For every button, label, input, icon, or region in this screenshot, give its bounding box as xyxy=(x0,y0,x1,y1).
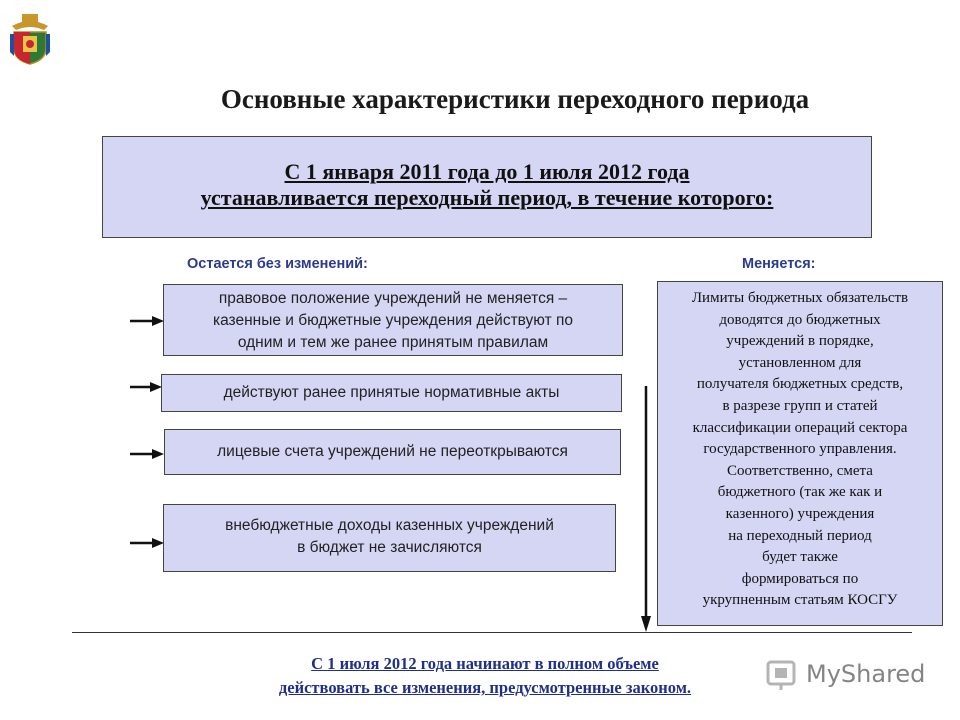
divider xyxy=(72,632,912,633)
changes-line: в разрезе групп и статей xyxy=(722,397,878,414)
changes-line: государственного управления. xyxy=(703,441,897,458)
period-header-line-1: С 1 января 2011 года до 1 июля 2012 года xyxy=(284,159,690,184)
unchanged-item-legal-status xyxy=(163,284,623,356)
item-line: действуют ранее принятые нормативные акты xyxy=(223,384,560,401)
item-line: правовое положение учреждений не меняется – xyxy=(218,290,568,307)
changes-heading: Меняется: xyxy=(742,256,816,272)
changes-box xyxy=(657,281,943,626)
changes-line: укрупненным статьям КОСГУ xyxy=(702,592,898,609)
unchanged-item-accounts xyxy=(164,429,621,475)
changes-line: формироваться по xyxy=(741,570,859,587)
watermark-text: MyShared xyxy=(806,660,926,688)
arrow-right-icon xyxy=(130,446,164,462)
changes-line: казенного) учреждения xyxy=(725,505,875,522)
item-line: в бюджет не зачисляются xyxy=(297,539,482,556)
unchanged-item-extrabudgetary-income xyxy=(163,504,616,572)
changes-line: бюджетного (так же как и xyxy=(717,484,883,501)
arrow-right-icon xyxy=(130,535,164,551)
changes-line: Лимиты бюджетных обязательств xyxy=(691,290,909,306)
changes-line: Соответственно, смета xyxy=(727,462,873,479)
footer-line-2: действовать все изменения, предусмотренные законом. xyxy=(278,678,692,697)
unchanged-item-normative-acts xyxy=(161,374,622,412)
footer-note xyxy=(150,652,820,700)
item-line: лицевые счета учреждений не переоткрываются xyxy=(217,443,568,460)
changes-line: установленном для xyxy=(738,354,862,371)
page-title: Основные характеристики переходного периода xyxy=(220,84,810,114)
changes-line: на переходный период xyxy=(728,527,872,544)
item-line: казенные и бюджетные учреждения действуют по xyxy=(212,312,574,329)
footer-line-1: С 1 июля 2012 года начинают в полном объеме xyxy=(311,654,659,673)
period-header-box xyxy=(102,136,872,238)
item-line: внебюджетные доходы казенных учреждений xyxy=(225,517,554,534)
changes-line: доводятся до бюджетных xyxy=(719,311,881,328)
coat-of-arms-icon xyxy=(8,12,52,68)
period-header-line-2: устанавливается переходный период, в течение которого: xyxy=(200,185,774,210)
changes-line: получателя бюджетных средств, xyxy=(696,376,904,393)
changes-line: классификации операций сектора xyxy=(692,419,908,436)
arrow-right-icon xyxy=(130,313,164,329)
arrow-right-icon xyxy=(130,379,162,395)
unchanged-heading: Остается без изменений: xyxy=(187,256,368,272)
arrow-down-icon xyxy=(638,386,654,632)
changes-line: будет также xyxy=(762,549,838,566)
item-line: одним и тем же ранее принятым правилам xyxy=(237,334,549,351)
changes-line: учреждений в порядке, xyxy=(726,333,874,350)
